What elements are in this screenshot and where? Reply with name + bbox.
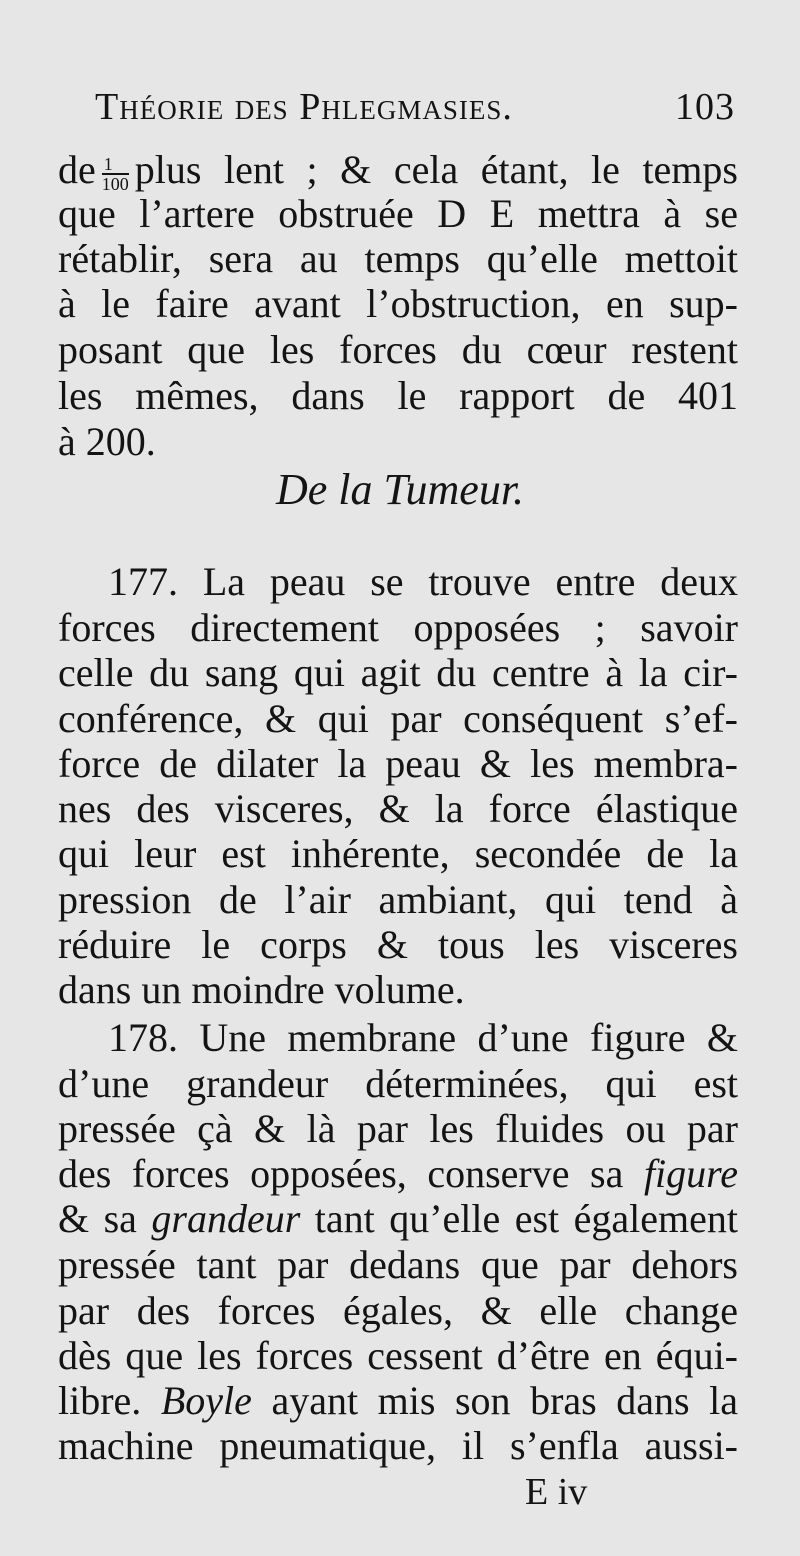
fraction-denominator: 100	[101, 173, 129, 194]
paragraph-line: d’une grandeur déterminées, qui est	[58, 1061, 738, 1106]
paragraph-line: par des forces égales, & elle change	[58, 1288, 738, 1333]
fraction	[102, 155, 129, 193]
paragraph-line: machine pneumatique, il s’enfla aussi-	[58, 1423, 738, 1468]
page-number: 103	[675, 86, 735, 128]
text-line: que l’artere obstruée D E mettra à se	[58, 191, 738, 236]
paragraph-line: dans un moindre volume.	[58, 967, 465, 1012]
paragraph-line: celle du sang qui agit du centre à la cir-	[58, 650, 738, 695]
text-fragment: & sa	[58, 1196, 152, 1241]
paragraph-line: pressée çà & là par les fluides ou par	[58, 1106, 738, 1151]
paragraph-line	[58, 1379, 738, 1423]
paragraph-line	[58, 1152, 738, 1196]
paragraph-line: nes des visceres, & la force élastique	[58, 786, 738, 831]
paragraph-line: dès que les forces cessent d’être en équi-	[58, 1333, 738, 1378]
text-line: à 200.	[58, 419, 156, 464]
text-fragment: plus lent ; & cela étant, le temps	[134, 147, 738, 192]
text-line: rétablir, sera au temps qu’elle mettoit	[58, 236, 738, 281]
italic-word: Boyle	[160, 1378, 252, 1423]
running-head	[95, 82, 735, 132]
text-fragment: des forces opposées, conserve sa	[58, 1151, 644, 1196]
text-fragment: de	[58, 147, 96, 192]
text-fragment: tant qu’elle est également	[300, 1196, 739, 1241]
paragraph-line: réduire le corps & tous les visceres	[58, 922, 738, 967]
text-line: les mêmes, dans le rapport de 401	[58, 373, 738, 418]
italic-word: grandeur	[151, 1196, 301, 1241]
paragraph-line: pressée tant par dedans que par dehors	[58, 1242, 738, 1287]
paragraph-line: qui leur est inhérente, secondée de la	[58, 831, 738, 876]
italic-word: figure	[643, 1151, 738, 1196]
paragraph-line: pression de l’air ambiant, qui tend à	[58, 877, 738, 922]
paragraph-line: conférence, & qui par conséquent s’ef-	[58, 696, 738, 741]
paragraph-line: 178. Une membrane d’une figure &	[108, 1015, 738, 1060]
paragraph-line	[58, 1197, 738, 1241]
fraction-numerator: 1	[102, 155, 129, 175]
section-heading: De la Tumeur.	[275, 465, 525, 514]
text-fragment: ayant mis son bras dans la	[251, 1378, 738, 1423]
text-line	[58, 148, 738, 193]
text-line: à le faire avant l’obstruction, en sup-	[58, 281, 738, 326]
paragraph-line: forces directement opposées ; savoir	[58, 605, 738, 650]
running-head-title: Théorie des Phlegmasies.	[95, 86, 513, 128]
text-fragment: libre.	[58, 1378, 161, 1423]
text-line: posant que les forces du cœur restent	[58, 327, 738, 372]
signature-mark: E iv	[525, 1471, 588, 1513]
paragraph-line: force de dilater la peau & les membra-	[58, 741, 738, 786]
paragraph-line: 177. La peau se trouve entre deux	[108, 559, 738, 604]
